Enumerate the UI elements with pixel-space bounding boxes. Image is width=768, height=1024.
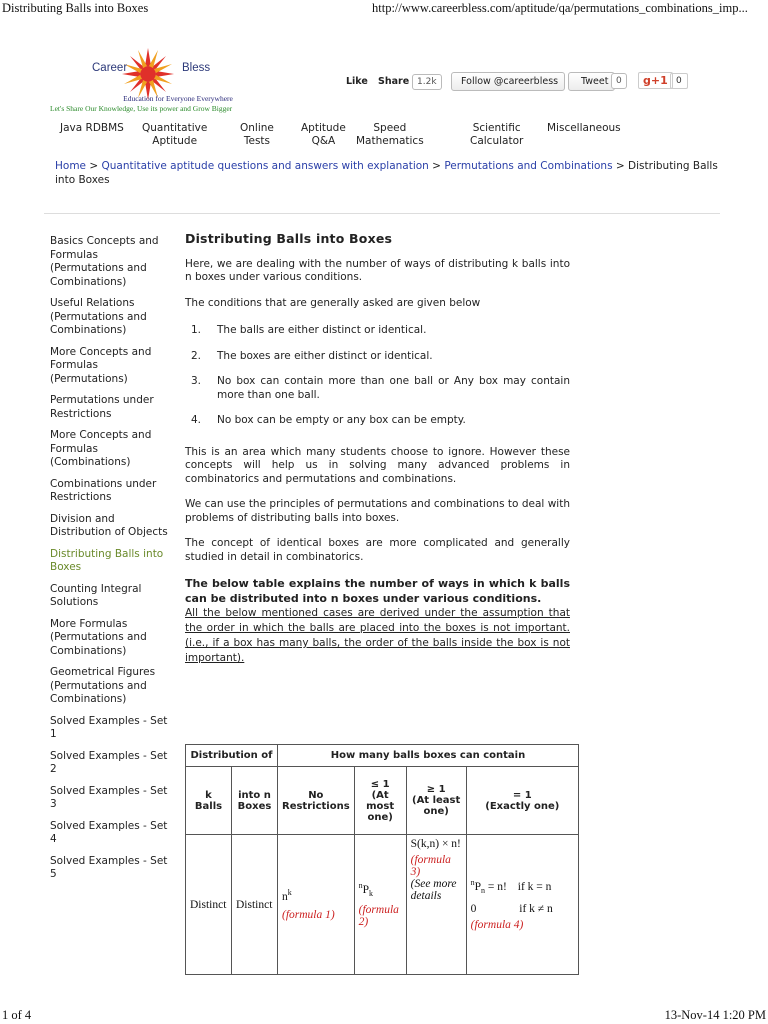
breadcrumb-home[interactable]: Home: [55, 160, 87, 172]
google-plus-button[interactable]: g+1: [638, 72, 673, 89]
logo-word-right: Bless: [182, 62, 211, 74]
table-intro-bold: The below table explains the number of ways in which k balls can be distributed into n boxes under various conditions.: [185, 577, 570, 605]
print-footer: [0, 1002, 768, 1024]
sidebar-item-solved-set-5[interactable]: Solved Examples - Set 5: [50, 854, 168, 880]
sidebar-item-division-distribution[interactable]: Division and Distribution of Objects: [50, 512, 168, 538]
header-into-n-boxes: into n Boxes: [232, 767, 278, 835]
like-button[interactable]: Like: [346, 76, 368, 87]
header-distribution-of: Distribution of: [186, 745, 278, 767]
conditions-list: [185, 324, 570, 428]
header-how-many: How many balls boxes can contain: [278, 745, 579, 767]
cell-boxes-distinct: Distinct: [232, 835, 278, 975]
intro-paragraph: Here, we are dealing with the number of ways of distributing k balls into n boxes under various conditions.: [185, 257, 570, 283]
site-logo[interactable]: [48, 48, 268, 114]
distribution-table: [185, 744, 579, 975]
sidebar-item-basics-concepts[interactable]: Basics Concepts and Formulas (Permutations and Combinations): [50, 235, 159, 288]
tweet-label: Tweet: [581, 76, 609, 87]
article-content: [185, 232, 570, 666]
formula-4-link[interactable]: (formula 4): [470, 919, 524, 932]
nav-item-quantitative-aptitude[interactable]: Quantitative Aptitude: [142, 122, 208, 147]
breadcrumb: [55, 159, 720, 187]
breadcrumb-quant-aptitude[interactable]: Quantitative aptitude questions and answers with explanation: [101, 160, 429, 172]
see-more-details-link[interactable]: (See more details: [410, 878, 457, 902]
formula-2-link[interactable]: (formula 2): [358, 904, 399, 929]
breadcrumb-separator: >: [428, 160, 445, 172]
cell-at-least-one: S(k,n) × n! (formula 3) (See more details: [406, 835, 466, 975]
sidebar-item-counting-integral[interactable]: Counting Integral Solutions: [50, 582, 142, 608]
sidebar-item-more-formulas[interactable]: More Formulas (Permutations and Combinations): [50, 617, 147, 657]
sidebar-item-more-concepts-permutations[interactable]: More Concepts and Formulas (Permutations): [50, 345, 152, 385]
nav-item-miscellaneous[interactable]: Miscellaneous: [547, 122, 621, 134]
sidebar-item-solved-set-3[interactable]: Solved Examples - Set 3: [50, 784, 168, 810]
nav-item-java-rdbms[interactable]: Java RDBMS: [60, 122, 124, 134]
header-divider: [44, 213, 720, 214]
cell-exactly-one: $^nP_n = n$! if k = n 0 if k ≠ n (formula 4): [466, 835, 578, 975]
nav-item-aptitude-qa[interactable]: Aptitude Q&A: [301, 122, 346, 147]
sidebar-item-combinations-restrictions[interactable]: Combinations under Restrictions: [50, 477, 157, 503]
breadcrumb-permutations[interactable]: Permutations and Combinations: [444, 160, 613, 172]
sidebar-item-permutations-restrictions[interactable]: Permutations under Restrictions: [50, 394, 154, 420]
header-at-least-one: ≥ 1 (At least one): [406, 767, 466, 835]
cell-balls-distinct: Distinct: [186, 835, 232, 975]
breadcrumb-separator: >: [612, 160, 629, 172]
tweet-count-badge: 0: [611, 73, 627, 89]
sidebar-item-solved-set-2[interactable]: Solved Examples - Set 2: [50, 749, 168, 775]
table-row: [186, 835, 579, 975]
condition-item: 4. No box can be empty or any box can be empty.: [191, 414, 466, 426]
share-button[interactable]: Share: [378, 76, 410, 87]
breadcrumb-separator: >: [86, 160, 102, 172]
header-k-balls: k Balls: [186, 767, 232, 835]
google-plus-count-badge: 0: [670, 73, 688, 89]
sidebar-item-geometrical-figures[interactable]: Geometrical Figures (Permutations and Combinations): [50, 666, 156, 705]
share-count-badge: 1.2k: [412, 74, 442, 90]
formula-3-link[interactable]: (formula 3): [410, 854, 451, 878]
sidebar-topic-list: [50, 235, 170, 890]
cell-at-most-one: $^nP_k$ (formula 2): [354, 835, 406, 975]
sidebar-item-solved-set-1[interactable]: Solved Examples - Set 1: [50, 714, 168, 740]
sidebar-item-distributing-balls[interactable]: Distributing Balls into Boxes: [50, 547, 164, 573]
sidebar-item-solved-set-4[interactable]: Solved Examples - Set 4: [50, 819, 168, 845]
breadcrumb-current: Distributing Balls into Boxes: [55, 160, 718, 186]
nav-item-online-tests[interactable]: Online Tests: [240, 122, 274, 147]
condition-item: 3. No box can contain more than one ball or Any box may contain more than one ball.: [191, 375, 570, 401]
logo-tagline: Education for Everyone Everywhere: [123, 94, 233, 103]
nav-item-scientific-calculator[interactable]: Scientific Calculator: [470, 122, 524, 147]
print-page-url: http://www.careerbless.com/aptitude/qa/permutations_combinations_imp...: [372, 1, 748, 15]
nav-item-speed-mathematics[interactable]: Speed Mathematics: [356, 122, 424, 147]
print-page-title: Distributing Balls into Boxes: [2, 1, 149, 15]
header-exactly-one: = 1 (Exactly one): [466, 767, 578, 835]
sidebar-item-useful-relations[interactable]: Useful Relations (Permutations and Combinations): [50, 297, 147, 336]
condition-item: 1. The balls are either distinct or identical.: [191, 324, 427, 336]
print-header: [0, 0, 768, 18]
print-date: 13-Nov-14 1:20 PM: [664, 1008, 766, 1022]
paragraph-identical-boxes: The concept of identical boxes are more complicated and generally studied in detail in combinatorics.: [185, 537, 570, 563]
condition-item: 2. The boxes are either distinct or identical.: [191, 349, 433, 362]
paragraph-ignore: This is an area which many students choose to ignore. However these concepts will help us in solving many advanced problems in combinatorics and permutations and combinations.: [185, 445, 570, 485]
cell-no-restrictions: $n^k$ (formula 1): [278, 835, 355, 975]
header-at-most-one: ≤ 1 (At most one): [354, 767, 406, 835]
page-number: 1 of 4: [2, 1008, 32, 1022]
follow-label: Follow @careerbless: [461, 76, 559, 87]
assumption-note: All the below mentioned cases are derived under the assumption that the order in which the balls are placed into the boxes is not important. (i.e., if a box has many balls, the order of the balls inside the box is not important).: [185, 607, 570, 664]
article-title: Distributing Balls into Boxes: [185, 231, 393, 246]
sidebar-item-more-concepts-combinations[interactable]: More Concepts and Formulas (Combinations): [50, 429, 152, 468]
header-no-restrictions: No Restrictions: [278, 767, 355, 835]
paragraph-principles: We can use the principles of permutations and combinations to deal with problems of distributing balls into boxes.: [185, 498, 570, 524]
logo-subtagline: Let's Share Our Knowledge, Use its power and Grow Bigger: [50, 104, 233, 113]
logo-word-left: Career: [92, 62, 128, 74]
formula-1-link[interactable]: (formula 1): [282, 908, 335, 921]
conditions-intro: The conditions that are generally asked are given below: [185, 296, 481, 309]
tweet-button[interactable]: [568, 72, 615, 91]
main-nav: [56, 122, 621, 152]
follow-twitter-button[interactable]: [451, 72, 565, 91]
